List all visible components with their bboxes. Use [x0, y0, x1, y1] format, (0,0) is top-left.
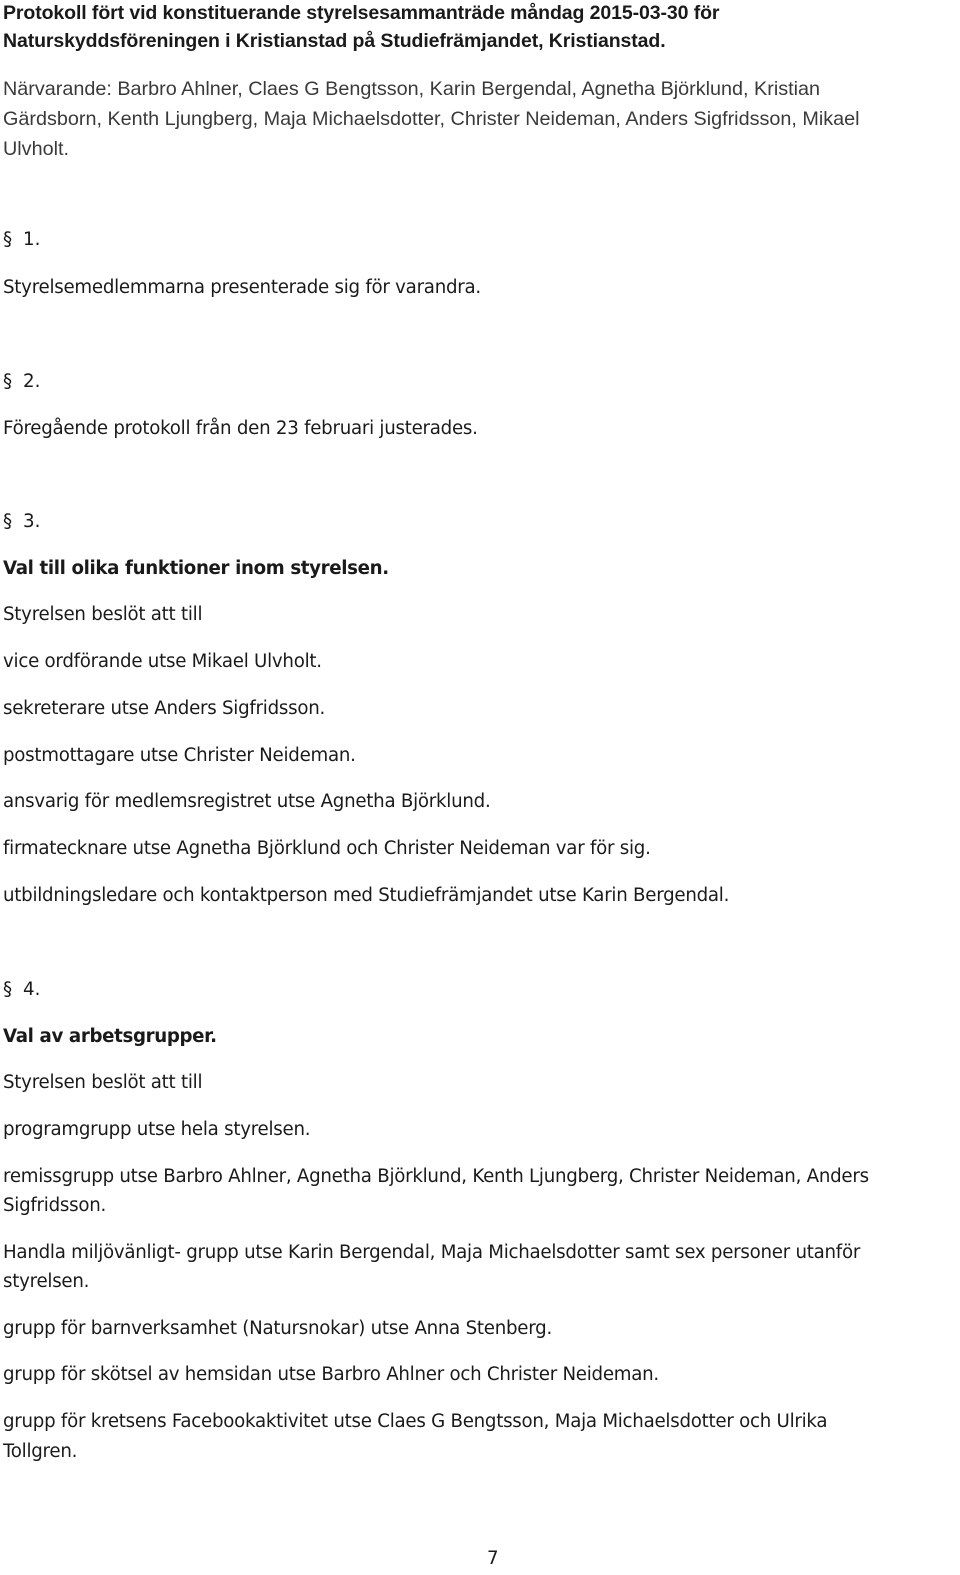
section-4-item: grupp för kretsens Facebookaktivitet utse Claes G Bengtsson, Maja Michaelsdotter och Ulrika: [3, 1411, 828, 1432]
section-4-item: Handla miljövänligt- grupp utse Karin Bergendal, Maja Michaelsdotter samt sex personer utanför: [3, 1242, 861, 1263]
section-3-heading: Val till olika funktioner inom styrelsen.: [3, 558, 389, 579]
section-4-item-continued: Tollgren.: [3, 1441, 78, 1462]
section-4-item-continued: Sigfridsson.: [3, 1195, 107, 1216]
section-4-number: [3, 975, 40, 1005]
section-sign: §: [3, 979, 13, 1000]
document-title-line-2: Naturskyddsföreningen i Kristianstad på Studiefrämjandet, Kristianstad.: [3, 30, 666, 52]
page-number: 7: [487, 1548, 499, 1569]
section-1-number: [3, 225, 40, 255]
section-sign: §: [3, 371, 13, 392]
section-3-item: ansvarig för medlemsregistret utse Agnetha Björklund.: [3, 791, 491, 812]
section-4-item-continued: styrelsen.: [3, 1271, 90, 1292]
section-number: 2.: [23, 371, 41, 392]
section-3-item: sekreterare utse Anders Sigfridsson.: [3, 698, 326, 719]
section-sign: §: [3, 229, 13, 250]
attendees-line-2: Gärdsborn, Kenth Ljungberg, Maja Michaelsdotter, Christer Neideman, Anders Sigfridsson, Mikael: [3, 108, 860, 130]
attendees-line-1: Närvarande: Barbro Ahlner, Claes G Bengtsson, Karin Bergendal, Agnetha Björklund, Kristian: [3, 78, 820, 100]
attendees-line-3: Ulvholt.: [3, 138, 69, 160]
section-4-item: remissgrupp utse Barbro Ahlner, Agnetha Björklund, Kenth Ljungberg, Christer Neideman, Anders: [3, 1166, 869, 1187]
section-3-item: firmatecknare utse Agnetha Björklund och Christer Neideman var för sig.: [3, 838, 651, 859]
section-3-item: utbildningsledare och kontaktperson med Studiefrämjandet utse Karin Bergendal.: [3, 885, 730, 906]
section-sign: §: [3, 511, 13, 532]
section-4-heading: Val av arbetsgrupper.: [3, 1026, 217, 1047]
section-number: 1.: [23, 229, 41, 250]
section-3-item: vice ordförande utse Mikael Ulvholt.: [3, 651, 322, 672]
section-2-text: Föregående protokoll från den 23 februari justerades.: [3, 418, 478, 439]
section-4-item: grupp för skötsel av hemsidan utse Barbro Ahlner och Christer Neideman.: [3, 1364, 659, 1385]
section-2-number: [3, 367, 40, 397]
document-title-line-1: Protokoll fört vid konstituerande styrelsesammanträde måndag 2015-03-30 för: [3, 2, 720, 24]
section-3-intro: Styrelsen beslöt att till: [3, 604, 203, 625]
section-1-text: Styrelsemedlemmarna presenterade sig för varandra.: [3, 277, 481, 298]
section-number: 3.: [23, 511, 41, 532]
section-number: 4.: [23, 979, 41, 1000]
section-4-intro: Styrelsen beslöt att till: [3, 1072, 203, 1093]
section-4-item: grupp för barnverksamhet (Natursnokar) utse Anna Stenberg.: [3, 1318, 552, 1339]
section-4-item: programgrupp utse hela styrelsen.: [3, 1119, 311, 1140]
section-3-number: [3, 507, 40, 537]
section-3-item: postmottagare utse Christer Neideman.: [3, 745, 356, 766]
